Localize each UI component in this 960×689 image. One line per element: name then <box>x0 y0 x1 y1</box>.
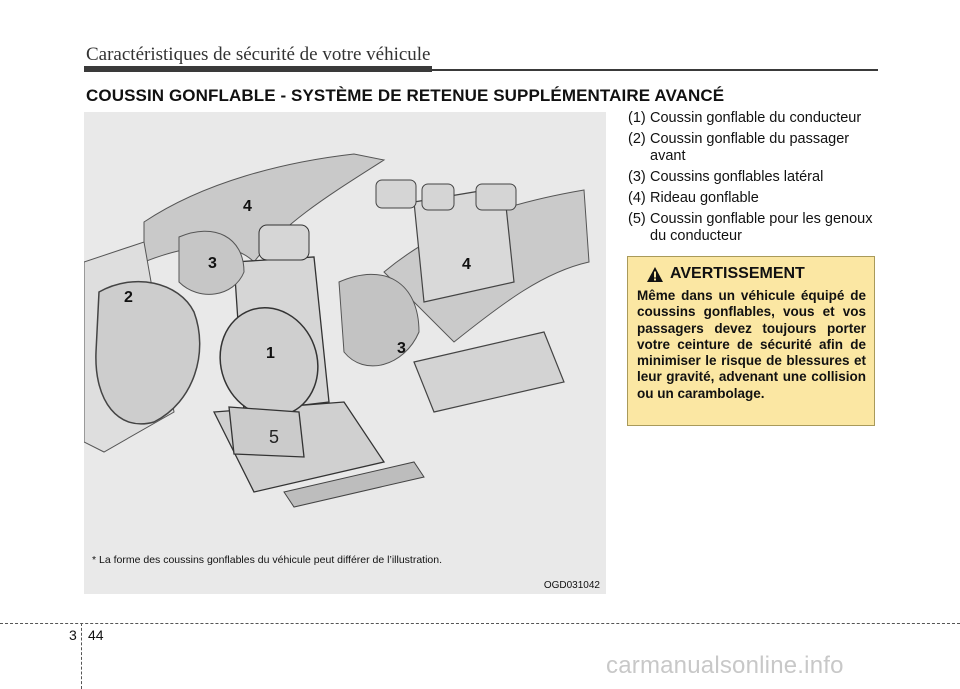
warning-header <box>637 265 866 283</box>
warning-box <box>627 256 875 426</box>
legend-item-number: (3) <box>628 169 646 185</box>
legend-item <box>628 211 888 245</box>
header-bar-dark <box>84 66 432 72</box>
chapter-number: 3 <box>69 627 77 643</box>
legend-item-number: (4) <box>628 190 646 206</box>
warning-title: AVERTISSEMENT <box>670 265 805 282</box>
rear-headrest-3 <box>476 184 516 210</box>
footer-divider <box>0 623 960 624</box>
figure-label-side-right: 3 <box>397 340 406 357</box>
rear-headrest-2 <box>422 184 454 210</box>
figure-label-driver: 1 <box>266 345 275 362</box>
figure-caption: * La forme des coussins gonflables du véhicule peut différer de l’illustration. <box>92 554 443 566</box>
figure-label-knee: 5 <box>269 427 280 447</box>
rear-seat-cushion <box>414 332 564 412</box>
legend-item-text: Coussin gonflable pour les genoux du conducteur <box>650 211 873 244</box>
figure-label-passenger: 2 <box>124 289 133 306</box>
legend-item-number: (1) <box>628 110 646 126</box>
figure-label-curtain-left: 4 <box>243 198 252 215</box>
legend-item-text: Rideau gonflable <box>650 190 759 206</box>
legend-item <box>628 169 888 186</box>
rear-headrest-1 <box>376 180 416 208</box>
warning-text: Même dans un véhicule équipé de coussins gonflables, vous et vos passagers devez toujours porter votre ceinture de sécurité afin de minimiser le risque de blessures et leur gravité, advenant une collision ou un carambolage. <box>637 288 866 401</box>
legend-item <box>628 190 888 207</box>
page-number: 44 <box>88 627 104 643</box>
watermark: carmanualsonline.info <box>606 652 844 679</box>
front-headrest <box>259 225 309 260</box>
legend-item <box>628 131 888 165</box>
legend-item-text: Coussin gonflable du passager avant <box>650 131 850 164</box>
passenger-airbag <box>96 282 200 424</box>
page-header-title: Caractéristiques de sécurité de votre véhicule <box>86 44 431 65</box>
figure-label-curtain-right: 4 <box>462 256 471 273</box>
knee-airbag <box>229 407 304 457</box>
legend-item-number: (2) <box>628 131 646 147</box>
warning-triangle-icon <box>647 267 663 282</box>
figure-label-side-left: 3 <box>208 255 217 272</box>
legend-item-text: Coussins gonflables latéral <box>650 169 824 185</box>
header-bar-light <box>432 69 878 71</box>
airbag-illustration <box>84 112 606 594</box>
footer-vertical-divider <box>81 623 82 689</box>
section-title: COUSSIN GONFLABLE - SYSTÈME DE RETENUE SUPPLÉMENTAIRE AVANCÉ <box>86 86 725 105</box>
legend-item-text: Coussin gonflable du conducteur <box>650 110 862 126</box>
legend-item-number: (5) <box>628 211 646 227</box>
airbag-legend-list <box>628 110 888 249</box>
car-interior-drawing <box>84 112 606 594</box>
figure-code: OGD031042 <box>543 580 600 591</box>
legend-item <box>628 110 888 127</box>
